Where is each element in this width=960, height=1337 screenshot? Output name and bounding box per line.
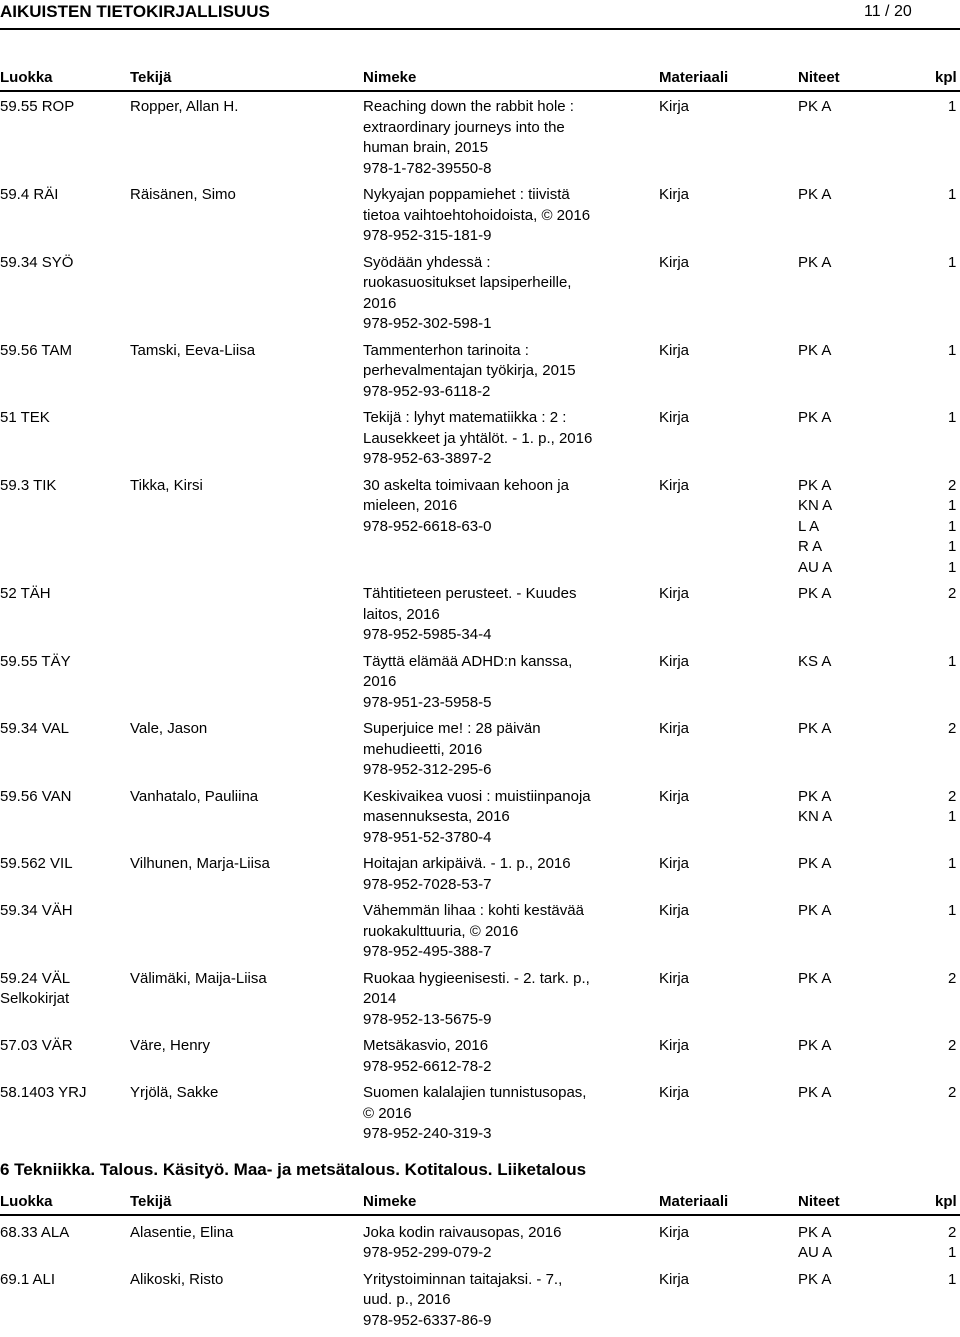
title-line: 978-952-302-598-1 bbox=[363, 314, 625, 335]
material-cell bbox=[659, 1083, 779, 1104]
material-cell bbox=[659, 969, 779, 990]
title-line: 978-952-315-181-9 bbox=[363, 226, 625, 247]
title-line: 978-952-495-388-7 bbox=[363, 942, 625, 963]
table-row bbox=[0, 253, 960, 341]
col-nimeke: Nimeke bbox=[363, 1192, 416, 1213]
copies-count-cell bbox=[948, 1036, 960, 1057]
material-cell bbox=[659, 253, 779, 274]
title-line: mieleen, 2016 bbox=[363, 496, 625, 517]
material-text: Kirja bbox=[659, 652, 779, 673]
title-line: Syödään yhdessä : bbox=[363, 253, 625, 274]
luokka-text: 59.34 SYÖ bbox=[0, 253, 128, 274]
page-header bbox=[0, 0, 960, 30]
material-text: Kirja bbox=[659, 969, 779, 990]
title-cell bbox=[363, 185, 625, 247]
copies-count-cell bbox=[948, 652, 960, 673]
author-cell bbox=[130, 969, 358, 990]
material-text: Kirja bbox=[659, 719, 779, 740]
luokka-cell bbox=[0, 1223, 128, 1244]
copies-count: 2 bbox=[948, 969, 960, 990]
title-line: mehudieetti, 2016 bbox=[363, 740, 625, 761]
author-cell bbox=[130, 719, 358, 740]
material-text: Kirja bbox=[659, 584, 779, 605]
author-text: Välimäki, Maija-Liisa bbox=[130, 969, 358, 990]
author-text: Vale, Jason bbox=[130, 719, 358, 740]
title-line: 978-952-312-295-6 bbox=[363, 760, 625, 781]
copies-count-cell bbox=[948, 253, 960, 274]
author-text: Vanhatalo, Pauliina bbox=[130, 787, 358, 808]
luokka-cell bbox=[0, 1083, 128, 1104]
title-line: perhevalmentajan työkirja, 2015 bbox=[363, 361, 625, 382]
luokka-cell bbox=[0, 341, 128, 362]
col-kpl: kpl bbox=[935, 1192, 957, 1213]
material-text: Kirja bbox=[659, 97, 779, 118]
copies-count-cell bbox=[948, 1223, 960, 1264]
title-line: 978-952-63-3897-2 bbox=[363, 449, 625, 470]
material-cell bbox=[659, 652, 779, 673]
material-cell bbox=[659, 97, 779, 118]
col-materiaali: Materiaali bbox=[659, 68, 728, 89]
title-cell bbox=[363, 969, 625, 1031]
title-line: Metsäkasvio, 2016 bbox=[363, 1036, 625, 1057]
copies-location: PK A bbox=[798, 1083, 918, 1104]
material-text: Kirja bbox=[659, 1223, 779, 1244]
copies-location-cell bbox=[798, 787, 918, 828]
material-cell bbox=[659, 584, 779, 605]
copies-location-cell bbox=[798, 901, 918, 922]
author-cell bbox=[130, 1270, 358, 1291]
title-line: Hoitajan arkipäivä. - 1. p., 2016 bbox=[363, 854, 625, 875]
author-cell bbox=[130, 341, 358, 362]
section-title: 6 Tekniikka. Talous. Käsityö. Maa- ja metsätalous. Kotitalous. Liiketalous bbox=[0, 1160, 960, 1181]
luokka-text: 59.56 VAN bbox=[0, 787, 128, 808]
copies-count: 2 bbox=[948, 1083, 960, 1104]
copies-location: R A bbox=[798, 537, 918, 558]
table-header bbox=[0, 68, 960, 92]
copies-location-cell bbox=[798, 969, 918, 990]
title-cell bbox=[363, 1083, 625, 1145]
copies-location: KN A bbox=[798, 496, 918, 517]
material-text: Kirja bbox=[659, 185, 779, 206]
copies-count: 1 bbox=[948, 185, 960, 206]
copies-count-cell bbox=[948, 408, 960, 429]
table-row bbox=[0, 969, 960, 1037]
table-row bbox=[0, 341, 960, 409]
author-text bbox=[130, 652, 358, 673]
copies-count-cell bbox=[948, 719, 960, 740]
copies-location-cell bbox=[798, 97, 918, 118]
title-cell bbox=[363, 341, 625, 403]
material-text: Kirja bbox=[659, 476, 779, 497]
copies-location: PK A bbox=[798, 1223, 918, 1244]
col-niteet: Niteet bbox=[798, 1192, 840, 1213]
material-cell bbox=[659, 719, 779, 740]
title-cell bbox=[363, 1270, 625, 1332]
book-list bbox=[0, 1223, 960, 1337]
table-row bbox=[0, 1270, 960, 1337]
title-line: tietoa vaihtoehtohoidoista, © 2016 bbox=[363, 206, 625, 227]
title-cell bbox=[363, 476, 625, 538]
title-line: 2014 bbox=[363, 989, 625, 1010]
luokka-text: 59.55 ROP bbox=[0, 97, 128, 118]
copies-count: 1 bbox=[948, 341, 960, 362]
copies-location: PK A bbox=[798, 408, 918, 429]
author-text: Vilhunen, Marja-Liisa bbox=[130, 854, 358, 875]
copies-count: 2 bbox=[948, 584, 960, 605]
author-cell bbox=[130, 1036, 358, 1057]
copies-location: PK A bbox=[798, 969, 918, 990]
luokka-text: 59.55 TÄY bbox=[0, 652, 128, 673]
col-materiaali: Materiaali bbox=[659, 1192, 728, 1213]
title-cell bbox=[363, 652, 625, 714]
table-row bbox=[0, 787, 960, 855]
copies-location: L A bbox=[798, 517, 918, 538]
copies-count-cell bbox=[948, 901, 960, 922]
title-line: Lausekkeet ja yhtälöt. - 1. p., 2016 bbox=[363, 429, 625, 450]
title-line: Vähemmän lihaa : kohti kestävää bbox=[363, 901, 625, 922]
title-cell bbox=[363, 253, 625, 335]
material-text: Kirja bbox=[659, 1270, 779, 1291]
copies-location-cell bbox=[798, 584, 918, 605]
title-line: 978-952-93-6118-2 bbox=[363, 382, 625, 403]
luokka-cell bbox=[0, 408, 128, 429]
title-line: 978-952-7028-53-7 bbox=[363, 875, 625, 896]
table-row bbox=[0, 1223, 960, 1270]
copies-count: 2 bbox=[948, 1223, 960, 1244]
title-line: Täyttä elämää ADHD:n kanssa, bbox=[363, 652, 625, 673]
title-line: Tähtitieteen perusteet. - Kuudes bbox=[363, 584, 625, 605]
copies-count: 2 bbox=[948, 719, 960, 740]
luokka-text: 59.34 VÄH bbox=[0, 901, 128, 922]
author-cell bbox=[130, 652, 358, 673]
title-line: Joka kodin raivausopas, 2016 bbox=[363, 1223, 625, 1244]
title-cell bbox=[363, 901, 625, 963]
material-cell bbox=[659, 787, 779, 808]
copies-location-cell bbox=[798, 253, 918, 274]
title-line: 30 askelta toimivaan kehoon ja bbox=[363, 476, 625, 497]
luokka-text: 69.1 ALI bbox=[0, 1270, 128, 1291]
title-line: uud. p., 2016 bbox=[363, 1290, 625, 1311]
title-cell bbox=[363, 787, 625, 849]
col-kpl: kpl bbox=[935, 68, 957, 89]
table-row bbox=[0, 185, 960, 253]
author-cell bbox=[130, 1083, 358, 1104]
copies-count-cell bbox=[948, 584, 960, 605]
copies-count-cell bbox=[948, 969, 960, 990]
luokka-text: 52 TÄH bbox=[0, 584, 128, 605]
col-niteet: Niteet bbox=[798, 68, 840, 89]
copies-location: PK A bbox=[798, 719, 918, 740]
title-line: 978-1-782-39550-8 bbox=[363, 159, 625, 180]
copies-location-cell bbox=[798, 854, 918, 875]
copies-count-cell bbox=[948, 185, 960, 206]
luokka-text: 58.1403 YRJ bbox=[0, 1083, 128, 1104]
material-text: Kirja bbox=[659, 901, 779, 922]
material-cell bbox=[659, 341, 779, 362]
copies-count-cell bbox=[948, 854, 960, 875]
title-line: 2016 bbox=[363, 294, 625, 315]
copies-location-cell bbox=[798, 185, 918, 206]
author-cell bbox=[130, 408, 358, 429]
material-cell bbox=[659, 476, 779, 497]
copies-count: 1 bbox=[948, 652, 960, 673]
table-row bbox=[0, 97, 960, 185]
luokka-text: 59.56 TAM bbox=[0, 341, 128, 362]
title-line: 978-952-299-079-2 bbox=[363, 1243, 625, 1264]
copies-location-cell bbox=[798, 341, 918, 362]
title-line: Ruokaa hygieenisesti. - 2. tark. p., bbox=[363, 969, 625, 990]
table-row bbox=[0, 719, 960, 787]
luokka-text: 68.33 ALA bbox=[0, 1223, 128, 1244]
table-row bbox=[0, 652, 960, 720]
copies-location: PK A bbox=[798, 185, 918, 206]
copies-count: 1 bbox=[948, 97, 960, 118]
material-text: Kirja bbox=[659, 1083, 779, 1104]
copies-count: 1 bbox=[948, 496, 960, 517]
copies-count: 1 bbox=[948, 537, 960, 558]
title-line: laitos, 2016 bbox=[363, 605, 625, 626]
copies-count: 1 bbox=[948, 807, 960, 828]
copies-count: 1 bbox=[948, 517, 960, 538]
title-cell bbox=[363, 854, 625, 895]
copies-location: PK A bbox=[798, 476, 918, 497]
title-line: human brain, 2015 bbox=[363, 138, 625, 159]
luokka-cell bbox=[0, 97, 128, 118]
copies-count-cell bbox=[948, 1083, 960, 1104]
table-row bbox=[0, 854, 960, 901]
table-row bbox=[0, 408, 960, 476]
material-cell bbox=[659, 1223, 779, 1244]
title-line: Suomen kalalajien tunnistusopas, bbox=[363, 1083, 625, 1104]
luokka-cell bbox=[0, 185, 128, 206]
material-cell bbox=[659, 1270, 779, 1291]
luokka-cell bbox=[0, 1036, 128, 1057]
copies-location: PK A bbox=[798, 854, 918, 875]
title-line: extraordinary journeys into the bbox=[363, 118, 625, 139]
luokka-text: 57.03 VÄR bbox=[0, 1036, 128, 1057]
luokka-text: 59.562 VIL bbox=[0, 854, 128, 875]
copies-location: PK A bbox=[798, 341, 918, 362]
book-list bbox=[0, 97, 960, 1151]
copies-location: AU A bbox=[798, 558, 918, 579]
copies-count: 1 bbox=[948, 408, 960, 429]
author-text: Tamski, Eeva-Liisa bbox=[130, 341, 358, 362]
luokka-text: 51 TEK bbox=[0, 408, 128, 429]
luokka-cell bbox=[0, 854, 128, 875]
author-text bbox=[130, 408, 358, 429]
author-cell bbox=[130, 476, 358, 497]
col-tekija: Tekijä bbox=[130, 1192, 171, 1213]
title-line: 978-952-13-5675-9 bbox=[363, 1010, 625, 1031]
copies-location-cell bbox=[798, 476, 918, 579]
copies-location-cell bbox=[798, 1223, 918, 1264]
author-text bbox=[130, 901, 358, 922]
copies-location: KN A bbox=[798, 807, 918, 828]
luokka-cell bbox=[0, 652, 128, 673]
author-cell bbox=[130, 901, 358, 922]
copies-location: KS A bbox=[798, 652, 918, 673]
copies-count: 2 bbox=[948, 787, 960, 808]
title-line: masennuksesta, 2016 bbox=[363, 807, 625, 828]
material-cell bbox=[659, 185, 779, 206]
material-text: Kirja bbox=[659, 341, 779, 362]
title-line: 2016 bbox=[363, 672, 625, 693]
col-nimeke: Nimeke bbox=[363, 68, 416, 89]
luokka-text: 59.3 TIK bbox=[0, 476, 128, 497]
copies-count: 2 bbox=[948, 476, 960, 497]
title-cell bbox=[363, 1223, 625, 1264]
title-line: Nykyajan poppamiehet : tiivistä bbox=[363, 185, 625, 206]
luokka-cell bbox=[0, 969, 128, 1010]
luokka-cell bbox=[0, 901, 128, 922]
copies-location-cell bbox=[798, 719, 918, 740]
material-text: Kirja bbox=[659, 1036, 779, 1057]
table-row bbox=[0, 1083, 960, 1151]
title-cell bbox=[363, 1036, 625, 1077]
luokka-cell bbox=[0, 253, 128, 274]
author-text: Alasentie, Elina bbox=[130, 1223, 358, 1244]
author-text: Alikoski, Risto bbox=[130, 1270, 358, 1291]
copies-count: 1 bbox=[948, 1270, 960, 1291]
luokka-text: 59.4 RÄI bbox=[0, 185, 128, 206]
luokka-cell bbox=[0, 1270, 128, 1291]
title-line: Yritystoiminnan taitajaksi. - 7., bbox=[363, 1270, 625, 1291]
copies-location: PK A bbox=[798, 787, 918, 808]
copies-location: PK A bbox=[798, 1036, 918, 1057]
table-row bbox=[0, 476, 960, 585]
table-row bbox=[0, 584, 960, 652]
document-title: AIKUISTEN TIETOKIRJALLISUUS bbox=[0, 2, 270, 23]
copies-location: PK A bbox=[798, 97, 918, 118]
title-line: 978-952-6337-86-9 bbox=[363, 1311, 625, 1332]
copies-location: PK A bbox=[798, 901, 918, 922]
material-cell bbox=[659, 1036, 779, 1057]
title-line: 978-951-52-3780-4 bbox=[363, 828, 625, 849]
copies-count: 1 bbox=[948, 854, 960, 875]
luokka-text: 59.34 VAL bbox=[0, 719, 128, 740]
luokka-cell bbox=[0, 719, 128, 740]
title-line: Keskivaikea vuosi : muistiinpanoja bbox=[363, 787, 625, 808]
copies-count-cell bbox=[948, 97, 960, 118]
material-cell bbox=[659, 901, 779, 922]
author-text: Räisänen, Simo bbox=[130, 185, 358, 206]
copies-location-cell bbox=[798, 1083, 918, 1104]
material-text: Kirja bbox=[659, 787, 779, 808]
copies-count: 2 bbox=[948, 1036, 960, 1057]
author-text: Väre, Henry bbox=[130, 1036, 358, 1057]
title-cell bbox=[363, 408, 625, 470]
title-line: Tammenterhon tarinoita : bbox=[363, 341, 625, 362]
author-cell bbox=[130, 584, 358, 605]
title-line: Reaching down the rabbit hole : bbox=[363, 97, 625, 118]
title-line: Superjuice me! : 28 päivän bbox=[363, 719, 625, 740]
copies-count-cell bbox=[948, 787, 960, 828]
copies-count: 1 bbox=[948, 558, 960, 579]
title-line: 978-952-6612-78-2 bbox=[363, 1057, 625, 1078]
copies-location-cell bbox=[798, 1270, 918, 1291]
material-text: Kirja bbox=[659, 408, 779, 429]
copies-location: AU A bbox=[798, 1243, 918, 1264]
title-line: ruokakulttuuria, © 2016 bbox=[363, 922, 625, 943]
col-luokka: Luokka bbox=[0, 1192, 53, 1213]
copies-count: 1 bbox=[948, 901, 960, 922]
material-text: Kirja bbox=[659, 253, 779, 274]
material-cell bbox=[659, 408, 779, 429]
author-cell bbox=[130, 97, 358, 118]
author-cell bbox=[130, 253, 358, 274]
title-line: © 2016 bbox=[363, 1104, 625, 1125]
copies-count-cell bbox=[948, 476, 960, 579]
copies-count-cell bbox=[948, 341, 960, 362]
author-cell bbox=[130, 1223, 358, 1244]
title-cell bbox=[363, 584, 625, 646]
author-cell bbox=[130, 854, 358, 875]
author-text bbox=[130, 253, 358, 274]
author-cell bbox=[130, 185, 358, 206]
luokka-cell bbox=[0, 787, 128, 808]
luokka-cell bbox=[0, 584, 128, 605]
luokka-text: Selkokirjat bbox=[0, 989, 128, 1010]
luokka-cell bbox=[0, 476, 128, 497]
title-line: 978-952-6618-63-0 bbox=[363, 517, 625, 538]
copies-location-cell bbox=[798, 1036, 918, 1057]
title-line: 978-952-5985-34-4 bbox=[363, 625, 625, 646]
title-line: ruokasuositukset lapsiperheille, bbox=[363, 273, 625, 294]
col-luokka: Luokka bbox=[0, 68, 53, 89]
table-row bbox=[0, 1036, 960, 1083]
copies-count: 1 bbox=[948, 1243, 960, 1264]
copies-location-cell bbox=[798, 408, 918, 429]
author-text: Ropper, Allan H. bbox=[130, 97, 358, 118]
material-text: Kirja bbox=[659, 854, 779, 875]
luokka-text: 59.24 VÄL bbox=[0, 969, 128, 990]
copies-count: 1 bbox=[948, 253, 960, 274]
title-cell bbox=[363, 97, 625, 179]
table-header bbox=[0, 1192, 960, 1216]
copies-count-cell bbox=[948, 1270, 960, 1291]
author-text: Tikka, Kirsi bbox=[130, 476, 358, 497]
title-cell bbox=[363, 719, 625, 781]
col-tekija: Tekijä bbox=[130, 68, 171, 89]
copies-location: PK A bbox=[798, 1270, 918, 1291]
author-cell bbox=[130, 787, 358, 808]
copies-location: PK A bbox=[798, 584, 918, 605]
copies-location-cell bbox=[798, 652, 918, 673]
title-line: 978-951-23-5958-5 bbox=[363, 693, 625, 714]
material-cell bbox=[659, 854, 779, 875]
page-number: 11 / 20 bbox=[864, 2, 912, 23]
copies-location: PK A bbox=[798, 253, 918, 274]
title-line: 978-952-240-319-3 bbox=[363, 1124, 625, 1145]
author-text bbox=[130, 584, 358, 605]
author-text: Yrjölä, Sakke bbox=[130, 1083, 358, 1104]
table-row bbox=[0, 901, 960, 969]
title-line: Tekijä : lyhyt matematiikka : 2 : bbox=[363, 408, 625, 429]
